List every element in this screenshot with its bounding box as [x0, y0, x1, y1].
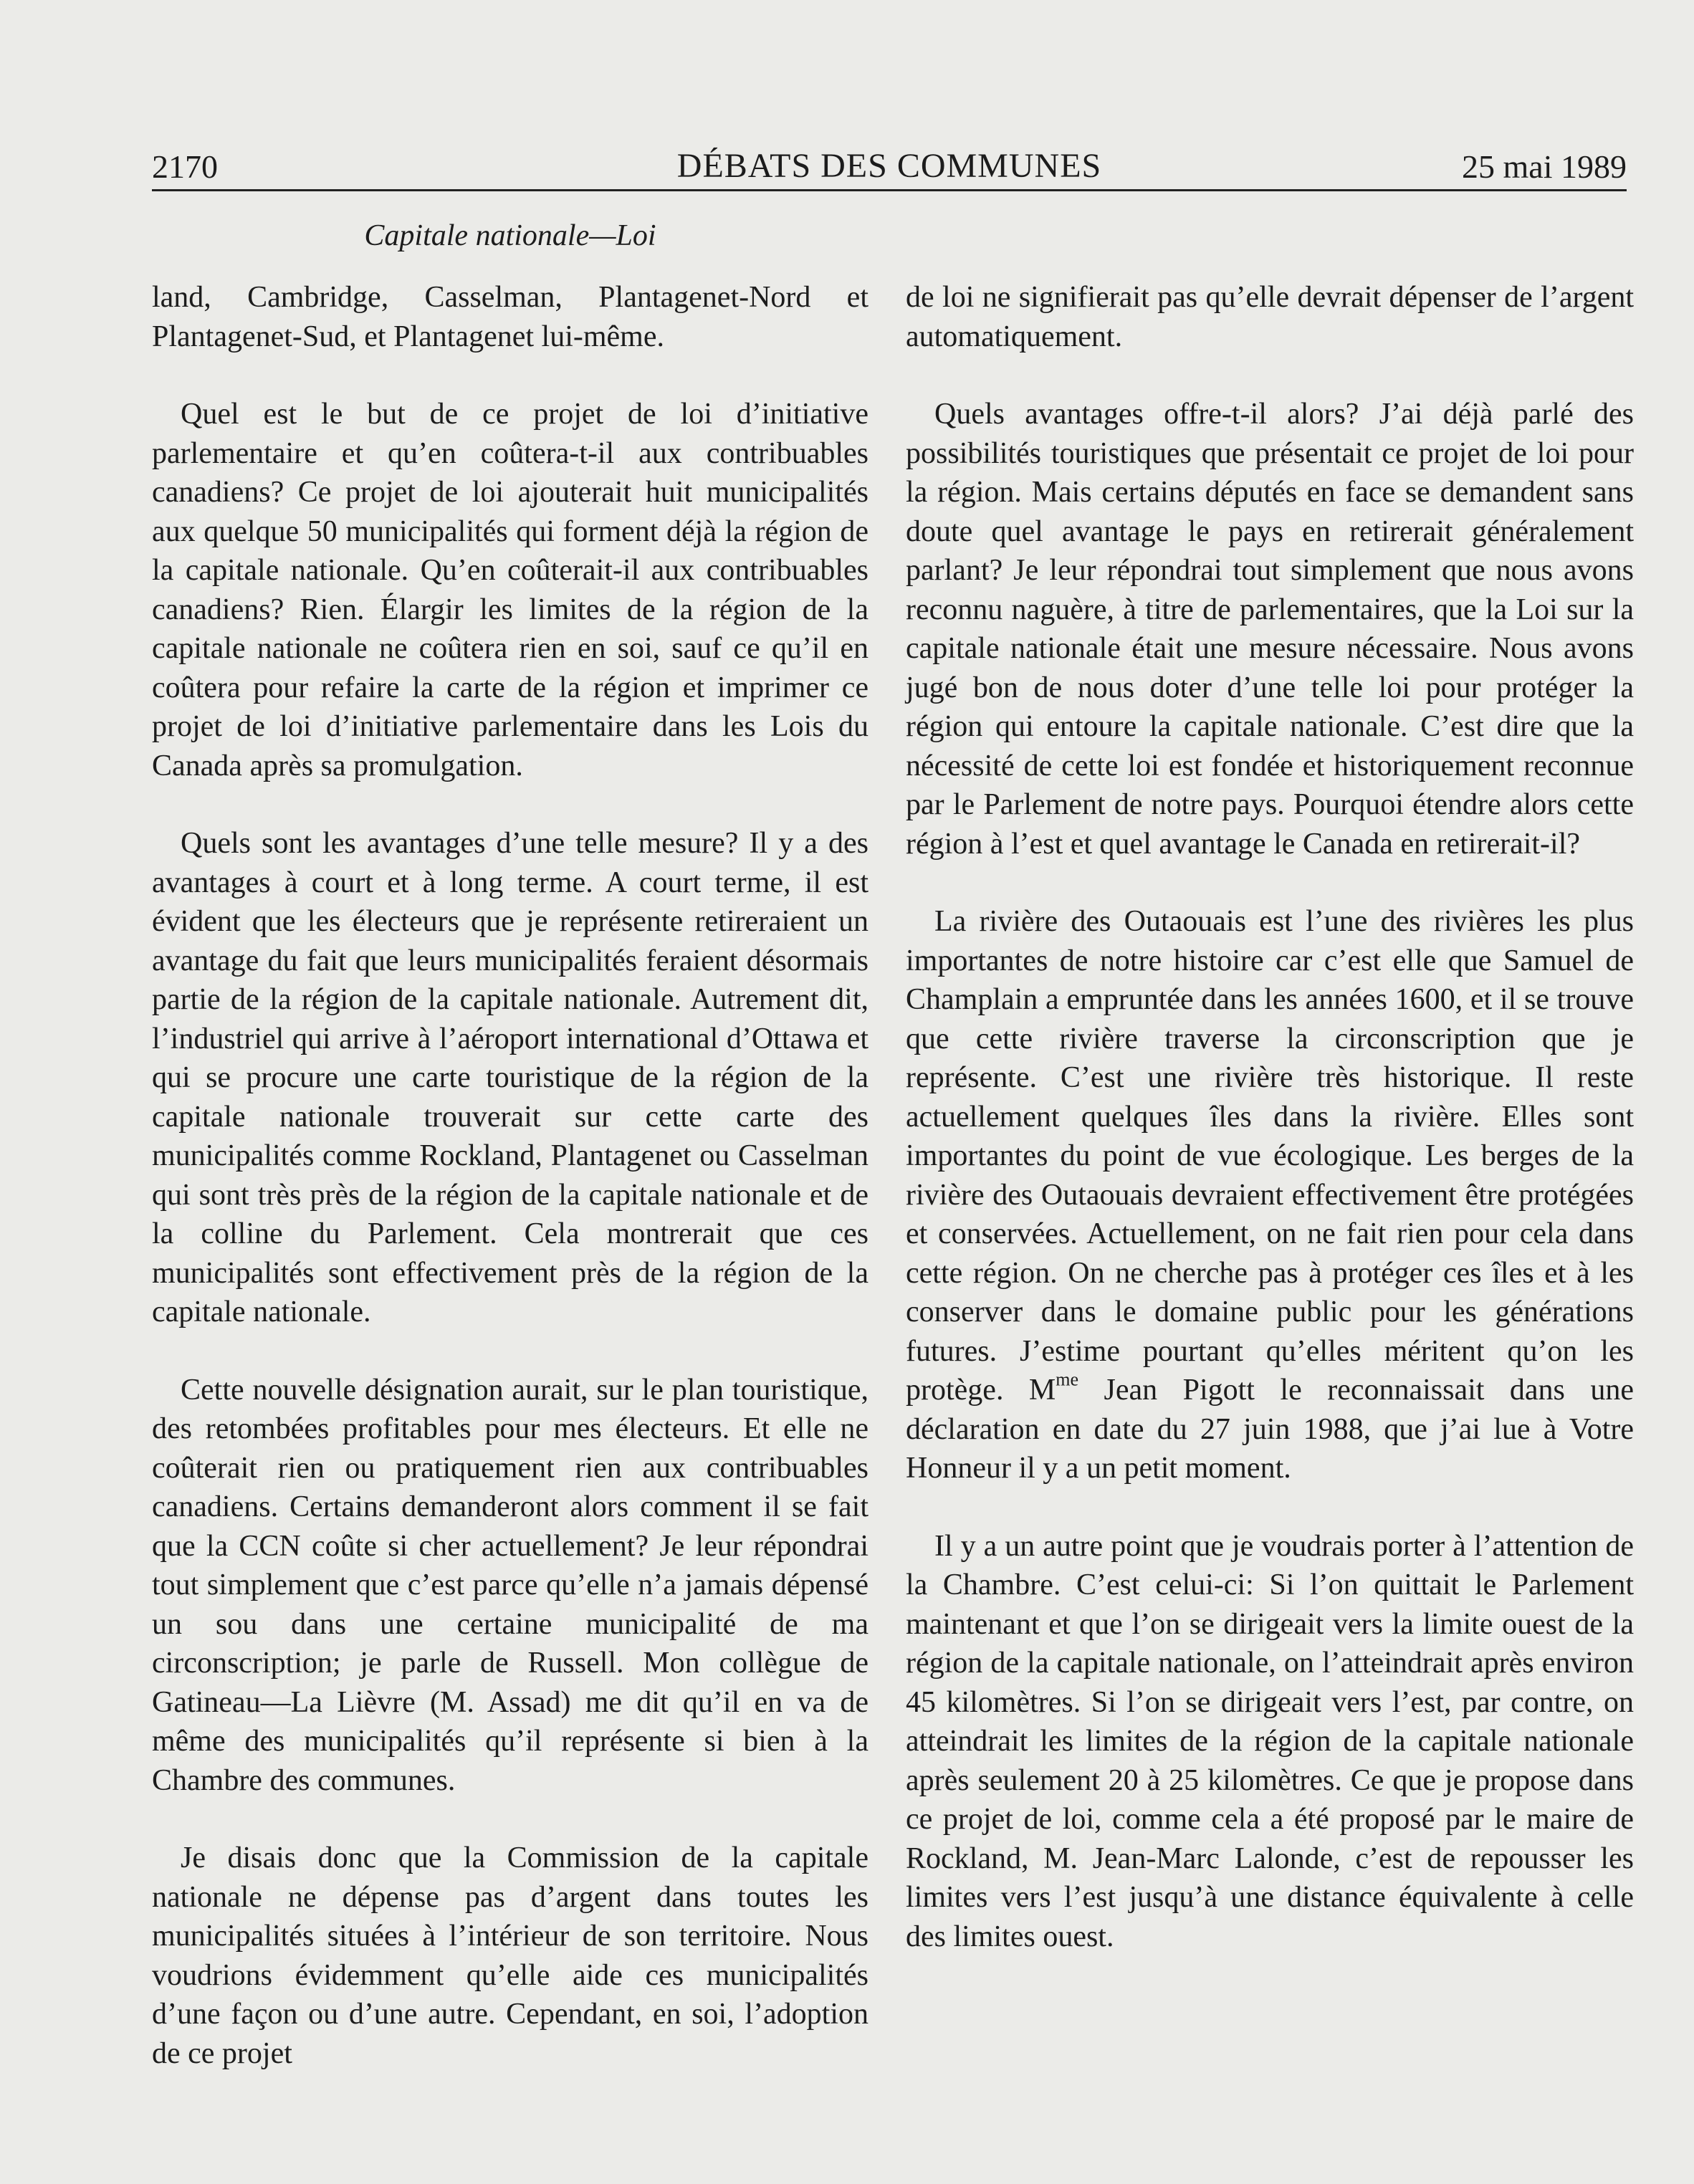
superscript: me: [1056, 1369, 1079, 1390]
paragraph: land, Cambridge, Casselman, Plantagenet-Nord et Plantagenet-Sud, et Plantagenet lui-même.: [152, 281, 868, 353]
page-header: [152, 143, 1627, 193]
paragraph: [906, 902, 1634, 1488]
publication-date: 25 mai 1989: [1462, 148, 1627, 185]
paragraph: Quels avantages offre-t-il alors? J’ai déjà parlé des possibilités touristiques que présentait ce projet de loi pour la région. Mais certains députés en face se demandent sans doute quel avantage le pays en retirerait généralement parlant? Je leur répondrai tout simplement que nous avons reconnu naguère, à titre de parlementaires, que la Loi sur la capitale nationale était une mesure nécessaire. Nous avons jugé bon de nous doter d’une telle loi pour protéger la région qui entoure la capitale nationale. C’est dire que la nécessité de cette loi est fondée et historiquement reconnue par le Parlement de notre pays. Pourquoi étendre alors cette région à l’est et quel avantage le Canada en retirerait-il?: [906, 398, 1634, 861]
paragraph-text: Jean Pigott le reconnaissait dans une déclaration en date du 27 juin 1988, que j’ai lue à Votre Honneur il y a un petit moment.: [906, 1374, 1634, 1485]
page-number: 2170: [152, 148, 218, 185]
publication-title: DÉBATS DES COMMUNES: [676, 147, 1102, 185]
paragraph: Je disais donc que la Commission de la capitale nationale ne dépense pas d’argent dans toutes les municipalités situées à l’intérieur de son territoire. Nous voudrions évidemment qu’elle aide ces municipalités d’une façon ou d’une autre. Cependant, en soi, l’adoption de ce projet: [152, 1841, 868, 2070]
paragraph-text: La rivière des Outaouais est l’une des rivières les plus importantes de notre histoire car c’est elle que Samuel de Champlain a empruntée dans les années 1600, et il se trouve que cette rivière traverse la circonscription que je représente. C’est une rivière très historique. Il reste actuellement quelques îles dans la rivière. Elles sont importantes du point de vue écologique. Les berges de la rivière des Outaouais devraient effectivement être protégées et conservées. Actuellement, on ne fait rien pour cela dans cette région. On ne cherche pas à protéger ces îles et à les conserver dans le domaine public pour les générations futures. J’estime pourtant qu’elles méritent qu’on les protège. M: [906, 905, 1634, 1407]
header-rule: [152, 189, 1627, 191]
paragraph: Cette nouvelle désignation aurait, sur le plan touristique, des retombées profitables pour mes électeurs. Et elle ne coûterait rien ou pratiquement rien aux contribuables canadiens. Certains demanderont alors comment il se fait que la CCN coûte si cher actuellement? Je leur répondrai tout simplement que c’est parce qu’elle n’a jamais dépensé un sou dans une certaine municipalité de ma circonscription; je parle de Russell. Mon collègue de Gatineau—La Lièvre (M. Assad) me dit qu’il en va de même des municipalités qu’il représente si bien à la Chambre des communes.: [152, 1373, 868, 1797]
paragraph: de loi ne signifierait pas qu’elle devrait dépenser de l’argent automatiquement.: [906, 281, 1634, 353]
paragraph: Il y a un autre point que je voudrais porter à l’attention de la Chambre. C’est celui-ci: Si l’on quittait le Parlement maintenant et que l’on se dirigeait vers la limite ouest de la région de la capitale nationale, on l’atteindrait après environ 45 kilomètres. Si l’on se dirigeait vers l’est, par contre, on atteindrait les limites de la région de la capitale nationale après seulement 20 à 25 kilomètres. Ce que je propose dans ce projet de loi, comme cela a été proposé par le maire de Rockland, M. Jean-Marc Lalonde, c’est de repousser les limites vers l’est jusqu’à une distance équivalente à celle des limites ouest.: [906, 1529, 1634, 1953]
left-column: [152, 278, 868, 2112]
paragraph: Quels sont les avantages d’une telle mesure? Il y a des avantages à court et à long terme. A court terme, il est évident que les électeurs que je représente retireraient un avantage du fait que leurs municipalités feraient désormais partie de la région de la capitale nationale. Autrement dit, l’industriel qui arrive à l’aéroport international d’Ottawa et qui se procure une carte touristique de la région de la capitale nationale trouverait sur cette carte des municipalités comme Rockland, Plantagenet ou Casselman qui sont très près de la région de la capitale nationale et de la colline du Parlement. Cela montrerait que ces municipalités sont effectivement près de la région de la capitale nationale.: [152, 827, 868, 1328]
paragraph: Quel est le but de ce projet de loi d’initiative parlementaire et qu’en coûtera-t-il aux contribuables canadiens? Ce projet de loi ajouterait huit municipalités aux quelque 50 municipalités qui forment déjà la région de la capitale nationale. Qu’en coûterait-il aux contribuables canadiens? Rien. Élargir les limites de la région de la capitale nationale ne coûtera rien en soi, sauf ce qu’il en coûtera pour refaire la carte de la région et imprimer ce projet de loi d’initiative parlementaire dans les Lois du Canada après sa promulgation.: [152, 398, 868, 782]
section-title: Capitale nationale—Loi: [364, 219, 656, 252]
right-column: [906, 278, 1634, 1995]
